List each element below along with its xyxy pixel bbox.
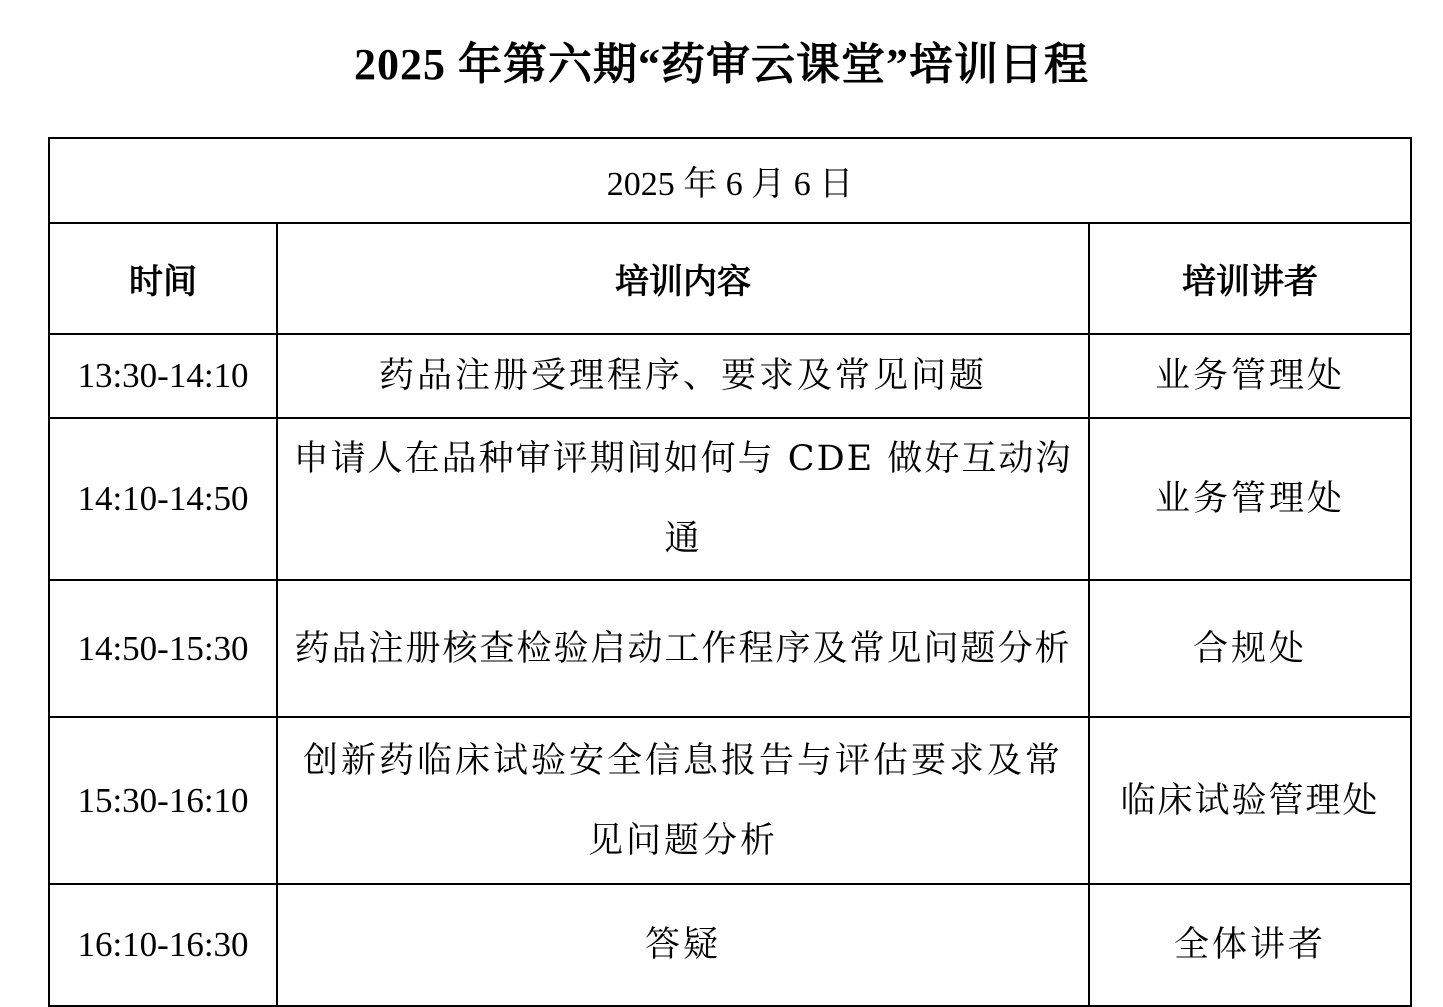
header-row bbox=[49, 223, 1411, 334]
date-cell: 2025 年 6 月 6 日 bbox=[49, 138, 1411, 223]
time-cell: 14:10-14:50 bbox=[49, 418, 277, 580]
header-content: 培训内容 bbox=[277, 223, 1089, 334]
table-row bbox=[49, 418, 1411, 580]
header-speaker: 培训讲者 bbox=[1089, 223, 1411, 334]
speaker-cell: 业务管理处 bbox=[1089, 418, 1411, 580]
table-row bbox=[49, 884, 1411, 1006]
time-cell: 16:10-16:30 bbox=[49, 884, 277, 1006]
time-cell: 14:50-15:30 bbox=[49, 580, 277, 717]
speaker-cell: 业务管理处 bbox=[1089, 334, 1411, 418]
header-time: 时间 bbox=[49, 223, 277, 334]
page-title: 2025 年第六期“药审云课堂”培训日程 bbox=[354, 40, 1089, 89]
date-row bbox=[49, 138, 1411, 223]
schedule-table bbox=[48, 137, 1412, 1007]
content-cell: 药品注册核查检验启动工作程序及常见问题分析 bbox=[277, 580, 1089, 717]
speaker-cell: 全体讲者 bbox=[1089, 884, 1411, 1006]
content-cell: 创新药临床试验安全信息报告与评估要求及常见问题分析 bbox=[277, 717, 1089, 884]
content-cell: 答疑 bbox=[277, 884, 1089, 1006]
time-cell: 13:30-14:10 bbox=[49, 334, 277, 418]
speaker-cell: 临床试验管理处 bbox=[1089, 717, 1411, 884]
table-row bbox=[49, 334, 1411, 418]
table-row bbox=[49, 717, 1411, 884]
time-cell: 15:30-16:10 bbox=[49, 717, 277, 884]
content-cell: 申请人在品种审评期间如何与 CDE 做好互动沟通 bbox=[277, 418, 1089, 580]
speaker-cell: 合规处 bbox=[1089, 580, 1411, 717]
table-row bbox=[49, 580, 1411, 717]
content-cell: 药品注册受理程序、要求及常见问题 bbox=[277, 334, 1089, 418]
